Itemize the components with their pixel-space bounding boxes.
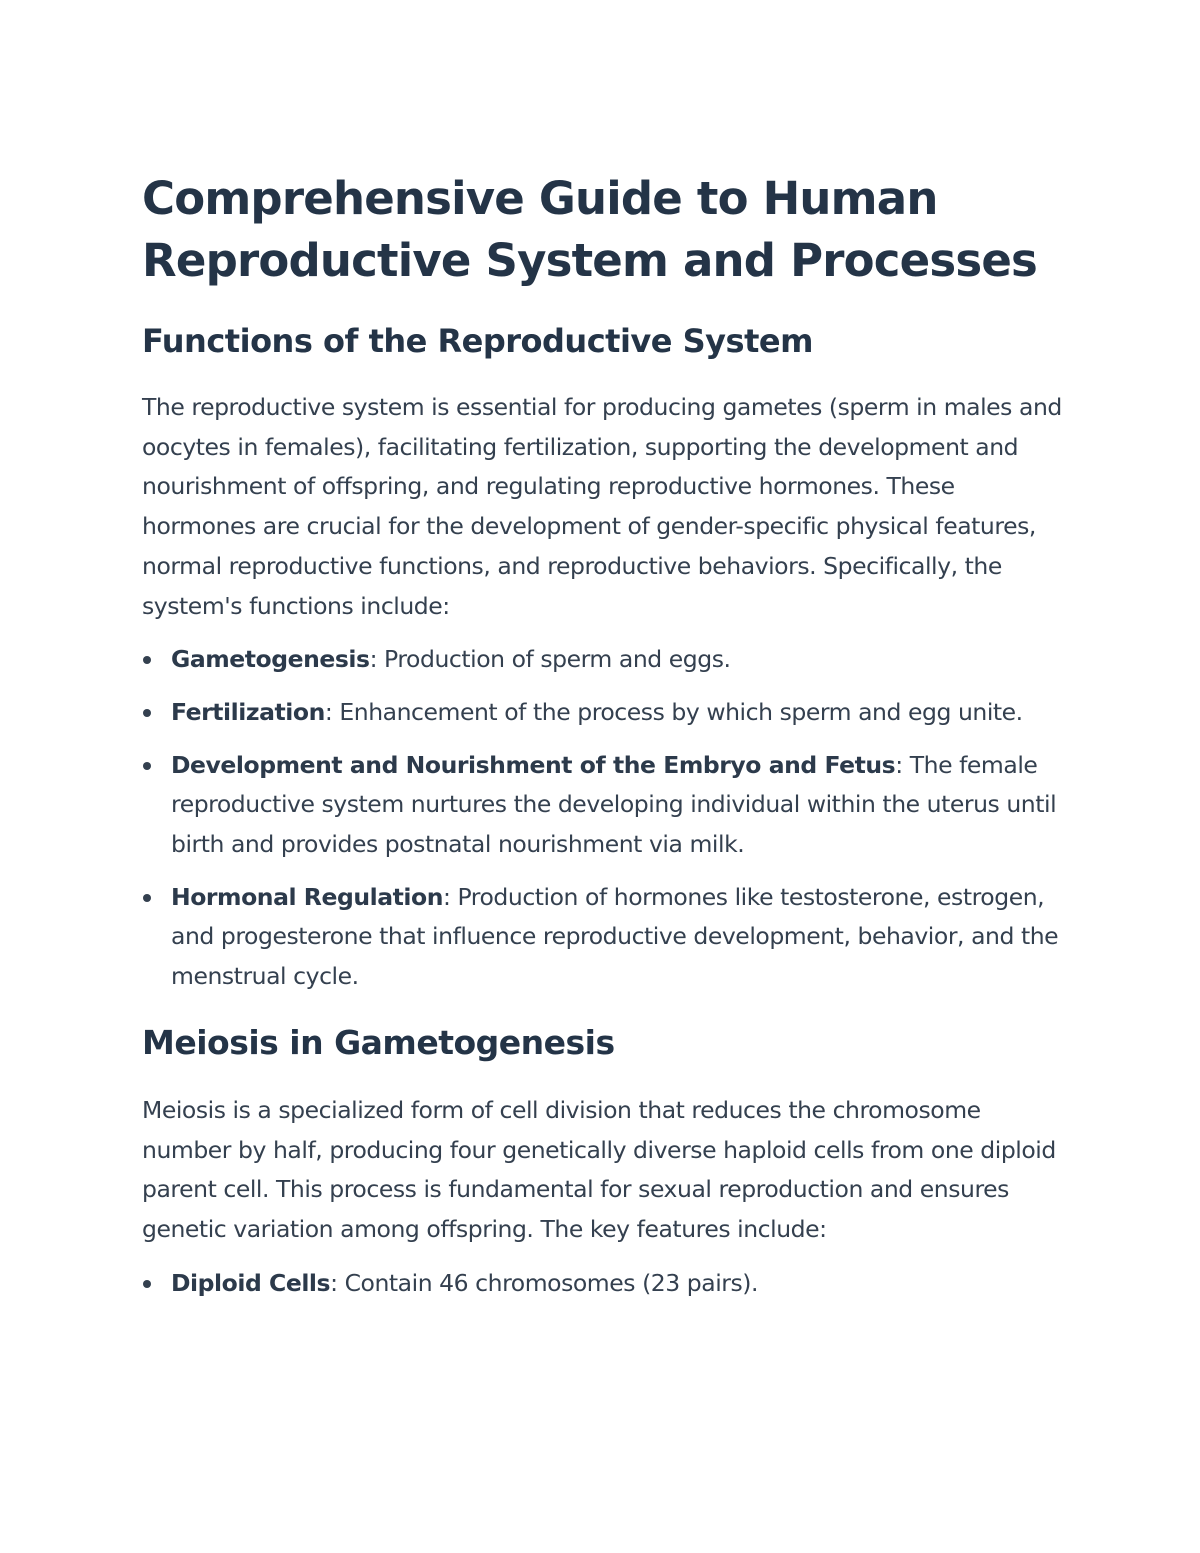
bullet-icon [143, 894, 151, 902]
section-paragraph-functions: The reproductive system is essential for producing gametes (sperm in males and oocytes in females), facilitating fertilization, supporting the development and nourishment of offspring, and regulating reproductive hormones. These hormones are crucial for the development of gender-specific physical features, normal reproductive functions, and reproductive behaviors. Specifically, the system's functions include: [142, 393, 1062, 620]
list-item-text: : Contain 46 chromosomes (23 pairs). [330, 1268, 759, 1297]
list-item [142, 640, 1072, 680]
list-item-text: : Production of hormones like testosterone, estrogen, and progesterone that influence reproductive development, behavior, and the menstrual cycle. [171, 882, 1059, 991]
bullet-icon [143, 656, 151, 664]
list-item [142, 693, 1072, 733]
list-item-term: Fertilization [171, 697, 325, 726]
section-paragraph-meiosis: Meiosis is a specialized form of cell division that reduces the chromosome number by half, producing four genetically diverse haploid cells from one diploid parent cell. This process is fundamental for sexual reproduction and ensures genetic variation among offspring. The key features include: [142, 1095, 1056, 1243]
bullet-icon [143, 762, 151, 770]
bullet-icon [143, 1280, 151, 1288]
list-item-term: Diploid Cells [171, 1268, 331, 1297]
section-heading-meiosis: Meiosis in Gametogenesis [142, 1022, 615, 1062]
bullet-icon [143, 709, 151, 717]
functions-list [142, 640, 1072, 997]
section-heading-functions: Functions of the Reproductive System [142, 322, 813, 360]
list-item-term: Gametogenesis [171, 645, 370, 674]
list-item [142, 878, 1072, 997]
list-item [142, 746, 1072, 865]
list-item-text: : Enhancement of the process by which sperm and egg unite. [324, 697, 1023, 726]
list-item-term: Hormonal Regulation [171, 882, 443, 911]
meiosis-list [142, 1264, 1072, 1304]
list-item-term: Development and Nourishment of the Embryo and Fetus [171, 750, 896, 779]
document-page [142, 168, 1072, 1316]
list-item [142, 1264, 1072, 1304]
list-item-text: : Production of sperm and eggs. [369, 645, 731, 674]
page-title: Comprehensive Guide to Human Reproductive System and Processes [142, 172, 1038, 287]
list-item-text: : The female reproductive system nurtures the developing individual within the uterus until birth and provides postnatal nourishment via milk. [171, 750, 1057, 859]
